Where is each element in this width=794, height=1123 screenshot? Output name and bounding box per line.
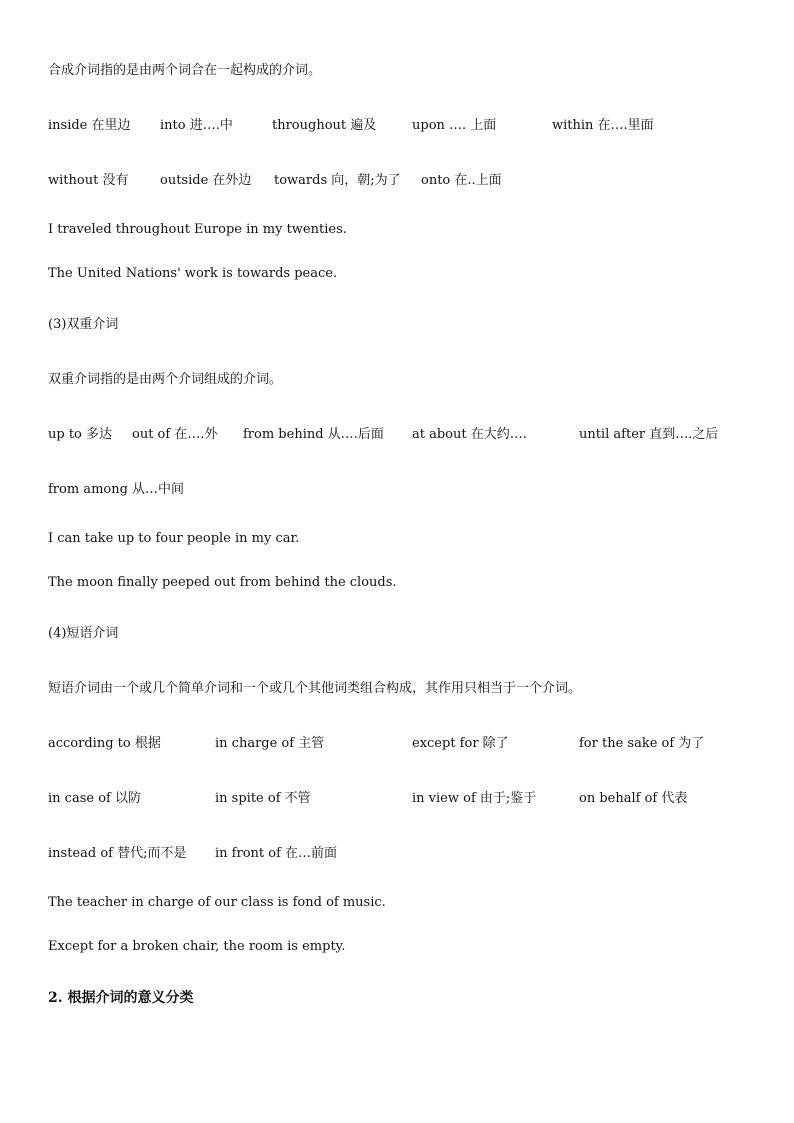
double-item-from-behind: from behind 从….后面	[243, 427, 384, 442]
compound-item-into: into 进….中	[160, 118, 233, 133]
compound-item-outside: outside 在外边	[160, 173, 252, 188]
double-item-up-to: up to 多达	[48, 427, 113, 442]
compound-item-upon: upon …. 上面	[412, 118, 497, 133]
phrasal-item-in-view-of: in view of 由于;鉴于	[412, 791, 537, 806]
compound-item-without: without 没有	[48, 173, 129, 188]
phrasal-title: (4)短语介词	[48, 626, 119, 641]
phrasal-item-instead-of: instead of 替代;而不是	[48, 846, 187, 861]
compound-example-1: I traveled throughout Europe in my twenties.	[48, 222, 347, 237]
phrasal-item-according-to: according to 根据	[48, 736, 161, 751]
compound-item-towards: towards 向，朝;为了	[274, 173, 401, 188]
phrasal-item-in-spite-of: in spite of 不管	[215, 791, 311, 806]
compound-item-within: within 在….里面	[552, 118, 654, 133]
double-title: (3)双重介词	[48, 317, 119, 332]
double-definition: 双重介词指的是由两个介词组成的介词。	[48, 372, 283, 387]
compound-item-inside: inside 在里边	[48, 118, 131, 133]
double-example-2: The moon finally peeped out from behind the clouds.	[48, 575, 397, 590]
phrasal-item-except-for: except for 除了	[412, 736, 509, 751]
phrasal-item-on-behalf-of: on behalf of 代表	[579, 791, 688, 806]
compound-item-throughout: throughout 遍及	[272, 118, 377, 133]
compound-example-2: The United Nations' work is towards peace.	[48, 266, 338, 281]
phrasal-item-in-charge-of: in charge of 主管	[215, 736, 325, 751]
phrasal-definition: 短语介词由一个或几个简单介词和一个或几个其他词类组合构成，其作用只相当于一个介词。	[48, 681, 582, 696]
double-example-1: I can take up to four people in my car.	[48, 531, 300, 546]
double-item-from-among: from among 从…中间	[48, 482, 185, 497]
section-2-heading: 2. 根据介词的意义分类	[48, 990, 194, 1006]
compound-definition: 合成介词指的是由两个词合在一起构成的介词。	[48, 63, 322, 78]
phrasal-item-for-the-sake-of: for the sake of 为了	[579, 736, 705, 751]
phrasal-example-1: The teacher in charge of our class is fond of music.	[48, 895, 386, 910]
compound-item-onto: onto 在..上面	[421, 173, 502, 188]
double-item-out-of: out of 在….外	[132, 427, 218, 442]
phrasal-example-2: Except for a broken chair, the room is empty.	[48, 939, 346, 954]
double-item-until-after: until after 直到….之后	[579, 427, 719, 442]
phrasal-item-in-case-of: in case of 以防	[48, 791, 141, 806]
phrasal-item-in-front-of: in front of 在…前面	[215, 846, 338, 861]
double-item-at-about: at about 在大约….	[412, 427, 527, 442]
